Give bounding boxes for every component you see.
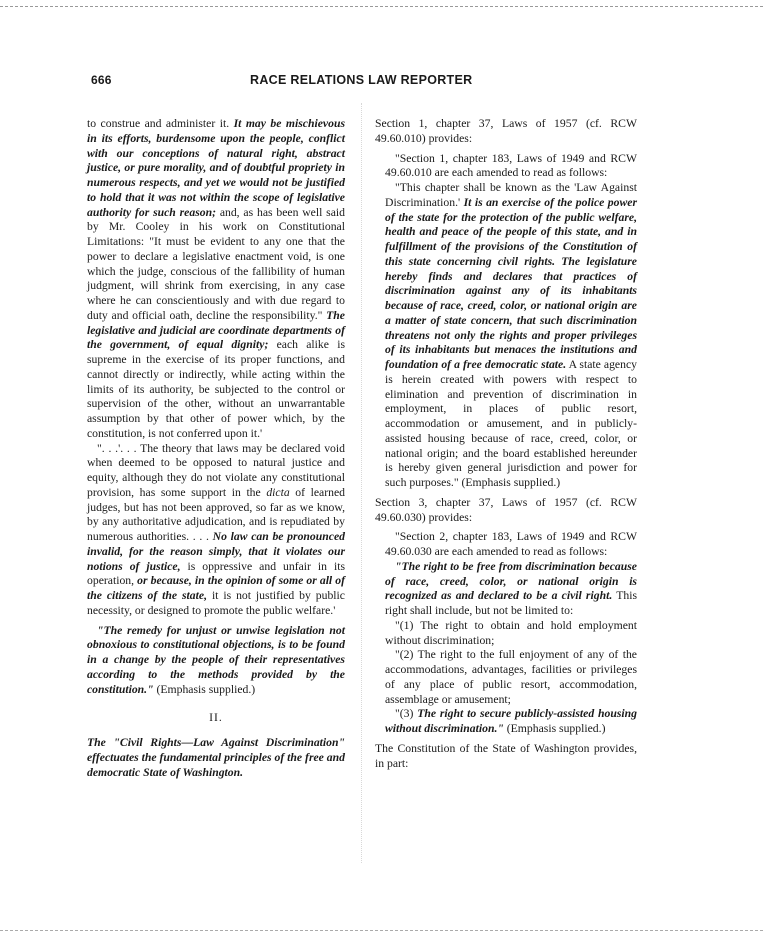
- section-lead: The "Civil Rights—Law Against Discrimination" effectuates the fundamental principles of the free and democratic State of Washington.: [87, 736, 345, 779]
- emphasized-text: The legislative and judicial are coordinate departments of the government, of equal dignity;: [87, 308, 345, 352]
- text-run: (Emphasis supplied.): [503, 722, 606, 735]
- text-run: A state agency is herein created with powers with respect to elimination and prevention of discrimination in employment, in places of public resort, accommodation or amusement, and in publicly-assisted housing because of race, creed, color, or national origin; and the board established hereunder is hereby given general jurisdiction and power for such purposes." (Emphasis supplied.): [385, 358, 637, 489]
- statute-item-3: [375, 707, 637, 737]
- column-divider: [361, 103, 362, 863]
- opinion-paragraph-2: [87, 442, 345, 619]
- right-column: [375, 117, 637, 771]
- statute-item-1: "(1) The right to obtain and hold employment without discrimination;: [385, 618, 637, 647]
- text-run: ". . .'. . . The theory that laws may be declared void when deemed to be opposed to natural justice and equity, although they do not violate any constitutional provision, has some support in the: [87, 441, 345, 499]
- page-number: 666: [91, 73, 112, 87]
- emphasized-text: It is an exercise of the police power of the state for the protection of the public welfare, health and peace of the people of this state, and in fulfillment of the provisions of the Constitution of this state concerning civil rights. The legislature hereby finds and declares that practices of discrimination against any of its inhabitants because of race, creed, color, or national origin are a matter of state concern, that such discrimination threatens not only the rights and proper privileges of its inhabitants but menaces the institutions and foundation of a free democratic state.: [385, 195, 637, 371]
- emphasized-text: or because, in the opinion of some or all of the citizens of the state,: [87, 574, 345, 602]
- emphasized-text: It may be mischievous in its efforts, burdensome upon the people, conflict with our conceptions of natural right, abstract justice, or pure morality, and of doubtful propriety in numerous respects, and yet we would not be justified to hold that it was not within the scope of legislative authority for such reason;: [87, 117, 345, 219]
- text-run: is oppressive and unfair in its operation,: [87, 559, 345, 588]
- left-column: [87, 117, 345, 780]
- text-run: and, as has been well said by Mr. Cooley in his work on Constitutional Limitations: "It must be evident to any one that the power to declare a legislative enactment void, is one which the judge, conscious of the fallibility of human judgment, will shrink from exercising, in any case where he can conscientiously and with due regard to duty and official oath, decline the responsibility.": [87, 205, 345, 322]
- text-run: (Emphasis supplied.): [153, 682, 256, 696]
- emphasized-text: The right to secure publicly-assisted housing without discrimination.": [385, 707, 637, 735]
- running-title: RACE RELATIONS LAW REPORTER: [250, 73, 473, 87]
- opinion-paragraph-3: [87, 624, 345, 698]
- text-run: to construe and administer it.: [87, 117, 234, 130]
- emphasized-text: "The remedy for unjust or unwise legislation not obnoxious to constitutional objections, is to be found in a change by the people of their representatives according to the methods provided by the constitution.": [87, 623, 345, 696]
- statute-quote-1: "Section 1, chapter 183, Laws of 1949 and RCW 49.60.010 are each amended to read as follows:: [385, 151, 637, 180]
- text-run: "(3): [395, 707, 418, 721]
- statute-quote-1-body: [375, 181, 637, 491]
- text-run: "This chapter shall be known as the 'Law Against Discrimination.': [385, 181, 637, 209]
- italic-text: dicta: [266, 485, 290, 499]
- opinion-paragraph-1: [87, 117, 345, 442]
- text-run: it is not justified by public necessity, or designed to promote the public welfare.': [87, 589, 345, 617]
- emphasized-text: "The right to be free from discrimination because of race, creed, color, or national origin is recognized as and declared to be a civil right.: [385, 559, 637, 603]
- statute-item-2: "(2) The right to the full enjoyment of any of the accommodations, advantages, facilities or privileges of any place of public resort, accommodation, assemblage or amusement;: [385, 648, 637, 706]
- text-run: of learned judges, but has not been approved, so far as we know, by any authoritative adjudication, and is repudiated by numerous authorities. . . .: [87, 485, 345, 543]
- statute-intro-1: Section 1, chapter 37, Laws of 1957 (cf. RCW 49.60.010) provides:: [375, 117, 637, 145]
- bottom-dashed-rule: [0, 930, 763, 931]
- section-heading: II.: [209, 711, 223, 725]
- top-dashed-rule: [0, 6, 763, 7]
- constitution-intro: The Constitution of the State of Washington provides, in part:: [375, 741, 637, 770]
- emphasized-text: No law can be pronounced invalid, for the reason simply, that it violates our notions of justice,: [87, 530, 345, 573]
- text-run: each alike is supreme in the exercise of its proper functions, and cannot directly or indirectly, while acting within the limits of its authority, be subjected to the control or supervision of the other, without an unwarrantable assumption by that other of power which, by the constitution, is not conferred upon it.': [87, 338, 345, 440]
- statute-quote-2: "Section 2, chapter 183, Laws of 1949 and RCW 49.60.030 are each amended to read as follows:: [385, 530, 637, 558]
- statute-quote-2-body: [375, 560, 637, 619]
- statute-intro-2: Section 3, chapter 37, Laws of 1957 (cf. RCW 49.60.030) provides:: [375, 495, 637, 524]
- text-run: This right shall include, but not be limited to:: [385, 589, 637, 617]
